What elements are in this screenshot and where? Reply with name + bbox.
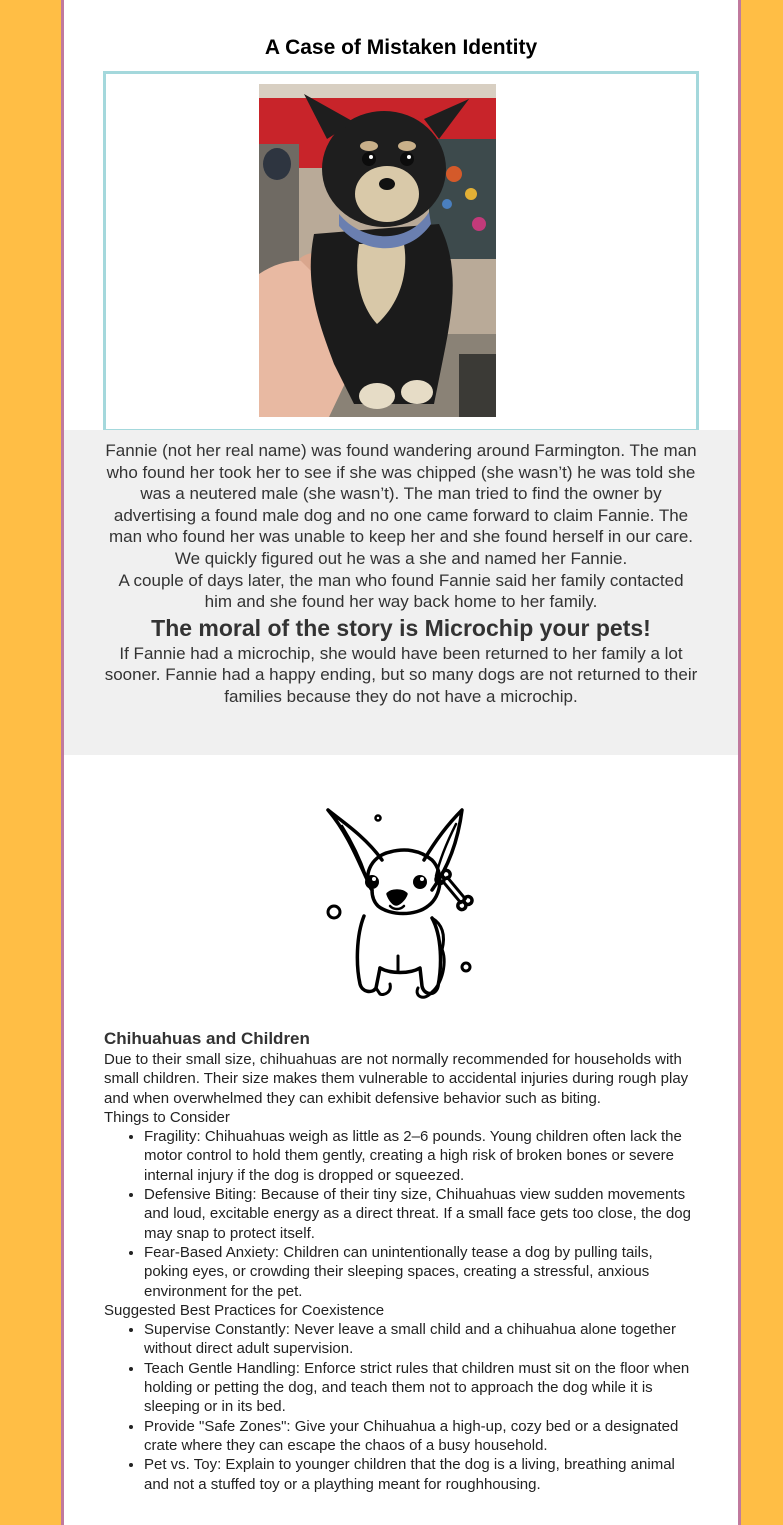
newsletter-page	[61, 0, 741, 1525]
considerations-list	[104, 1127, 696, 1301]
story-paragraph-2: A couple of days later, the man who found Fannie said her family contacted him and she found her way back home to her family.	[118, 570, 684, 612]
chihuahua-article	[104, 1028, 696, 1494]
story-text	[104, 440, 698, 708]
story-moral: The moral of the story is Microchip your pets!	[151, 614, 651, 641]
article-intro: Due to their small size, chihuahuas are not normally recommended for households with small children. Their size makes them vulnerable to accidental injuries during rough play and when overwhelmed they can exhibit defensive behavior such as biting.	[104, 1051, 689, 1107]
list-item: • Teach Gentle Handling: Enforce strict rules that children must sit on the floor when holding or petting the dog, and teach them not to approach the dog while it is sleeping or in its bed.	[144, 1359, 696, 1417]
list-item: • Pet vs. Toy: Explain to younger children that the dog is a living, breathing animal and not a stuffed toy or a plaything meant for roughhousing.	[144, 1455, 696, 1494]
practices-heading: Suggested Best Practices for Coexistence	[104, 1301, 385, 1319]
chihuahua-doodle-icon	[320, 806, 486, 1010]
list-item: • Fear-Based Anxiety: Children can unintentionally tease a dog by pulling tails, poking eyes, or crowding their sleeping spaces, creating a stressful, anxious environment for the pet.	[144, 1243, 696, 1301]
photo-frame	[103, 71, 699, 432]
list-item: • Supervise Constantly: Never leave a small child and a chihuahua alone together without direct adult supervision.	[144, 1320, 696, 1359]
list-item: • Defensive Biting: Because of their tiny size, Chihuahuas view sudden movements and loud, excitable energy as a direct threat. If a small face gets too close, the dog may snap to protect itself.	[144, 1185, 696, 1243]
list-item: • Provide "Safe Zones": Give your Chihuahua a high-up, cozy bed or a designated crate where they can escape the chaos of a busy household.	[144, 1417, 696, 1456]
considerations-heading: Things to Consider	[104, 1108, 230, 1126]
story-paragraph-3: If Fannie had a microchip, she would have been returned to her family a lot sooner. Fannie had a happy ending, but so many dogs are not returned to their families because they do not have a microchip.	[104, 643, 698, 706]
practices-list	[104, 1320, 696, 1494]
story-panel	[64, 430, 738, 755]
fannie-photo	[259, 84, 496, 417]
list-item: • Fragility: Chihuahuas weigh as little as 2–6 pounds. Young children often lack the motor control to hold them gently, creating a high risk of broken bones or severe internal injury if the dog is dropped or squeezed.	[144, 1127, 696, 1185]
story-paragraph-1: Fannie (not her real name) was found wandering around Farmington. The man who found her took her to see if she was chipped (she wasn’t) he was told she was a neutered male (she wasn’t). The man tried to find the owner by advertising a found male dog and no one came forward to claim Fannie. The man who found her was unable to keep her and she found herself in our care. We quickly figured out he was a she and named her Fannie.	[105, 441, 697, 568]
story-title: A Case of Mistaken Identity	[264, 36, 538, 59]
article-heading: Chihuahuas and Children	[104, 1029, 310, 1048]
